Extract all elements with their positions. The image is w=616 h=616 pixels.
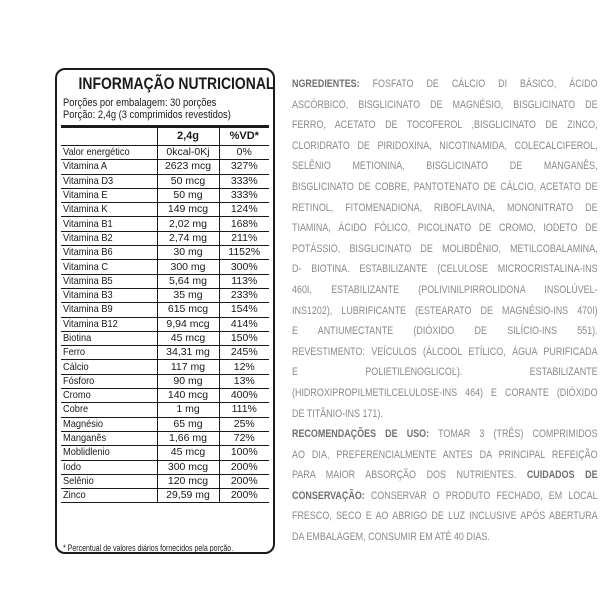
nutrient-amount: 0kcal-0Kj [157,146,219,160]
line-text: CLORIDRATO DE PIRIDOXINA, NICOTINAMIDA, COLECALCIFEROL, [292,139,598,152]
serving-info [63,97,231,121]
text-line [292,324,598,345]
line-text: POTÁSSIO, BISGLICINATO DE MOLIBDÊNIO, METILCOBALAMINA, [292,242,598,255]
text-line [292,448,598,469]
text-line [292,77,598,98]
nutrient-name [61,274,157,288]
nutrient-amount: 140 mcg [157,389,219,403]
nutrient-amount: 45 mcg [157,446,219,460]
line-text: BISGLICINATO DE COBRE, PANTOTENATO DE CÁLCIO, ACETATO DE [292,180,598,193]
table-row [61,417,269,431]
nutrient-name-text: Selênio [63,474,94,487]
text-line [292,262,598,283]
nutrient-name [61,346,157,360]
table-row [61,460,269,474]
line-text: RETINOL, FITOMENADIONA, RIBOFLAVINA, MONONITRATO DE [292,201,598,214]
nutrient-vd: 200% [219,474,269,488]
nutrient-amount: 2,74 mg [157,231,219,245]
table-header-row [61,128,269,146]
table-row [61,174,269,188]
line-text: DA EMBALAGEM, CONSUMIR EM ATÉ 40 DIAS. [292,531,490,544]
nutrient-vd: 150% [219,331,269,345]
nutrient-name-text: Manganês [63,432,107,445]
table-row [61,403,269,417]
nutrient-name-text: Vitamina C [63,260,109,273]
nutrient-amount: 1,66 mg [157,431,219,445]
nutrient-name-text: Vitamina D3 [63,174,114,187]
table-row [61,303,269,317]
line-text: TOMAR 3 (TRÊS) COMPRIMIDOS [429,428,598,441]
text-line [292,407,598,428]
table-row [61,474,269,488]
nutrient-name-text: Vitamina B5 [63,274,113,287]
text-line [292,283,598,304]
text-line [292,180,598,201]
nutrient-amount: 2,02 mg [157,217,219,231]
nutrition-table [61,128,269,503]
header-vd: %VD* [219,128,269,146]
nutrient-name-text: Ferro [63,346,86,359]
text-line [292,118,598,139]
nutrition-title [57,74,273,94]
nutrient-name [61,231,157,245]
nutrient-amount: 1 mg [157,403,219,417]
line-text: FERRO, ACETATO DE TOCOFEROL ,BISGLICINATO DE ZINCO, [292,119,598,132]
table-row [61,489,269,503]
nutrient-vd: 111% [219,403,269,417]
nutrient-name-text: Vitamina K [63,203,108,216]
nutrition-facts-panel [55,68,275,554]
nutrient-vd: 113% [219,274,269,288]
nutrient-vd: 300% [219,260,269,274]
nutrient-amount: 9,94 mcg [157,317,219,331]
table-row [61,288,269,302]
line-text: TIAMINA, ÁCIDO FÓLICO, PICOLINATO DE CROMO, IODETO DE [292,222,598,235]
text-line [292,139,598,160]
header-blank [61,128,157,146]
nutrient-name [61,160,157,174]
ingredients-text-block [292,77,598,551]
nutrient-name-text: Vitamina B1 [63,217,113,230]
nutrient-vd: 400% [219,389,269,403]
line-text: AO DIA, PREFERENCIALMENTE ANTES DA PRINCIPAL REFEIÇÃO [292,448,598,461]
nutrient-name-text: Vitamina B12 [63,317,118,330]
line-text: E ANTIUMECTANTE (DIÓXIDO DE SILÍCIO-INS 551). [292,325,598,338]
nutrient-name [61,146,157,160]
nutrient-amount: 300 mg [157,260,219,274]
line-text: SELÊNIO METIONINA, BISGLICINATO DE MANGANÊS, [292,160,598,173]
nutrient-amount: 50 mg [157,188,219,202]
text-line [292,345,598,366]
text-line [292,304,598,325]
nutrient-name [61,403,157,417]
table-row [61,217,269,231]
table-row [61,431,269,445]
table-row [61,260,269,274]
nutrient-amount: 45 mcg [157,331,219,345]
nutrient-name-text: Vitamina E [63,189,108,202]
section-heading: NGREDIENTES: [292,78,360,90]
line-text: FRESCO, SECO E AO ABRIGO DE LUZ INCLUSIVE APÓS ABERTURA [292,510,598,523]
text-line [292,201,598,222]
line-text: E POLIETILENOGLICOL). ESTABILIZANTE [292,366,598,379]
line-text: PARA MAIOR ABSORÇÃO DOS NUTRIENTES. [292,469,527,482]
text-line [292,365,598,386]
section-heading: CONSERVAÇÃO: [292,489,365,502]
nutrient-name [61,389,157,403]
nutrient-name-text: Biotina [63,332,92,344]
nutrient-amount: 615 mcg [157,303,219,317]
line-text: FOSFATO DE CÁLCIO DI BÁSICO, ÁCIDO [359,78,598,90]
nutrient-amount: 50 mcg [157,174,219,188]
text-line [292,242,598,263]
text-line [292,386,598,407]
nutrient-name [61,417,157,431]
nutrient-vd: 327% [219,160,269,174]
text-line [292,98,598,119]
nutrient-amount: 120 mcg [157,474,219,488]
nutrient-vd: 211% [219,231,269,245]
nutrient-amount: 300 mcg [157,460,219,474]
text-line [292,489,598,510]
nutrient-amount: 34,31 mg [157,346,219,360]
nutrient-vd: 245% [219,346,269,360]
nutrient-name [61,246,157,260]
nutrient-amount: 117 mg [157,360,219,374]
nutrient-name [61,260,157,274]
nutrient-name-text: Vitamina B6 [63,246,113,259]
nutrient-amount: 35 mg [157,288,219,302]
section-heading: CUIDADOS DE [526,469,598,482]
text-line [292,427,598,448]
line-text: ASCÓRBICO, BISGLICINATO DE MAGNÉSIO, BISGLICINATO DE [292,98,598,111]
nutrient-name [61,489,157,503]
nutrient-name [61,431,157,445]
nutrient-name-text: Vitamina B3 [63,289,113,302]
nutrient-name-text: Zinco [63,489,86,502]
table-row [61,360,269,374]
nutrient-vd: 1152% [219,246,269,260]
nutrient-vd: 25% [219,417,269,431]
table-row [61,246,269,260]
line-text: REVESTIMENTO: VEÍCULOS (ÁLCOOL ETÍLICO, ÁGUA PURIFICADA [292,345,598,358]
nutrient-vd: 233% [219,288,269,302]
nutrient-name-text: Cromo [63,389,91,402]
nutrient-name-text: Vitamina A [63,160,108,173]
nutrient-name [61,217,157,231]
nutrient-name [61,203,157,217]
nutrient-amount: 65 mg [157,417,219,431]
nutrient-vd: 154% [219,303,269,317]
nutrient-name [61,303,157,317]
nutrient-name [61,474,157,488]
line-text: D- BIOTINA. ESTABILIZANTE (CELULOSE MICROCRISTALINA-INS [292,263,598,276]
nutrient-name-text: Vitamina B9 [63,303,113,316]
line-text: DE TITÂNIO-INS 171). [292,407,383,420]
nutrient-amount: 2623 mcg [157,160,219,174]
nutrient-vd: 124% [219,203,269,217]
nutrient-name [61,446,157,460]
nutrient-vd: 200% [219,460,269,474]
table-row [61,374,269,388]
nutrient-name [61,460,157,474]
nutrient-name [61,317,157,331]
nutrient-vd: 12% [219,360,269,374]
nutrient-vd: 13% [219,374,269,388]
nutrient-amount: 30 mg [157,246,219,260]
nutrient-amount: 90 mg [157,374,219,388]
servings-per-package: Porções por embalagem: 30 porções [63,97,217,109]
nutrient-name [61,360,157,374]
nutrient-name-text: Iodo [63,460,81,473]
text-line [292,509,598,530]
text-line [292,159,598,180]
text-line [292,530,598,551]
header-amount: 2,4g [157,128,219,146]
nutrient-name [61,174,157,188]
nutrient-amount: 29,59 mg [157,489,219,503]
nutrient-name-text: Cálcio [63,360,89,373]
table-row [61,331,269,345]
nutrient-name [61,331,157,345]
line-text: (HIDROXIPROPILMETILCELULOSE-INS 464) E CORANTE (DIÓXIDO [292,386,598,399]
nutrient-name [61,188,157,202]
nutrient-amount: 5,64 mg [157,274,219,288]
table-row [61,160,269,174]
nutrient-name-text: Cobre [63,403,89,416]
nutrient-vd: 200% [219,489,269,503]
nutrient-amount: 149 mcg [157,203,219,217]
table-row [61,188,269,202]
nutrient-vd: 0% [219,146,269,160]
nutrient-name-text: Fósforo [63,374,95,387]
nutrient-name-text: Moblidlenio [63,446,110,459]
nutrient-vd: 333% [219,174,269,188]
table-row [61,274,269,288]
table-row [61,446,269,460]
text-line [292,468,598,489]
table-row [61,389,269,403]
nutrient-vd: 168% [219,217,269,231]
nutrient-name [61,374,157,388]
nutrient-vd: 100% [219,446,269,460]
line-text: INS1202), LUBRIFICANTE (ESTEARATO DE MAGNÉSIO-INS 470I) [292,304,598,317]
nutrient-name-text: Magnésio [63,417,104,430]
nutrient-vd: 333% [219,188,269,202]
table-row [61,346,269,360]
section-heading: RECOMENDAÇÕES DE USO: [292,428,430,441]
line-text: CONSERVAR O PRODUTO FECHADO, EM LOCAL [364,489,598,502]
nutrient-name-text: Vitamina B2 [63,231,113,244]
nutrient-name-text: Valor energético [63,146,130,159]
table-row [61,146,269,160]
table-row [61,203,269,217]
text-line [292,221,598,242]
table-row [61,317,269,331]
portion-size: Porção: 2,4g (3 comprimidos revestidos) [63,109,231,121]
nutrient-name [61,288,157,302]
nutrient-vd: 414% [219,317,269,331]
line-text: 460I, ESTABILIZANTE (POLIVINILPIRROLIDONA INSOLÚVEL- [292,283,598,296]
footnote: * Percentual de valores diários fornecidos pela porção. [63,543,234,553]
nutrition-title-text: INFORMAÇÃO NUTRICIONAL [78,74,275,93]
table-row [61,231,269,245]
nutrient-vd: 72% [219,431,269,445]
